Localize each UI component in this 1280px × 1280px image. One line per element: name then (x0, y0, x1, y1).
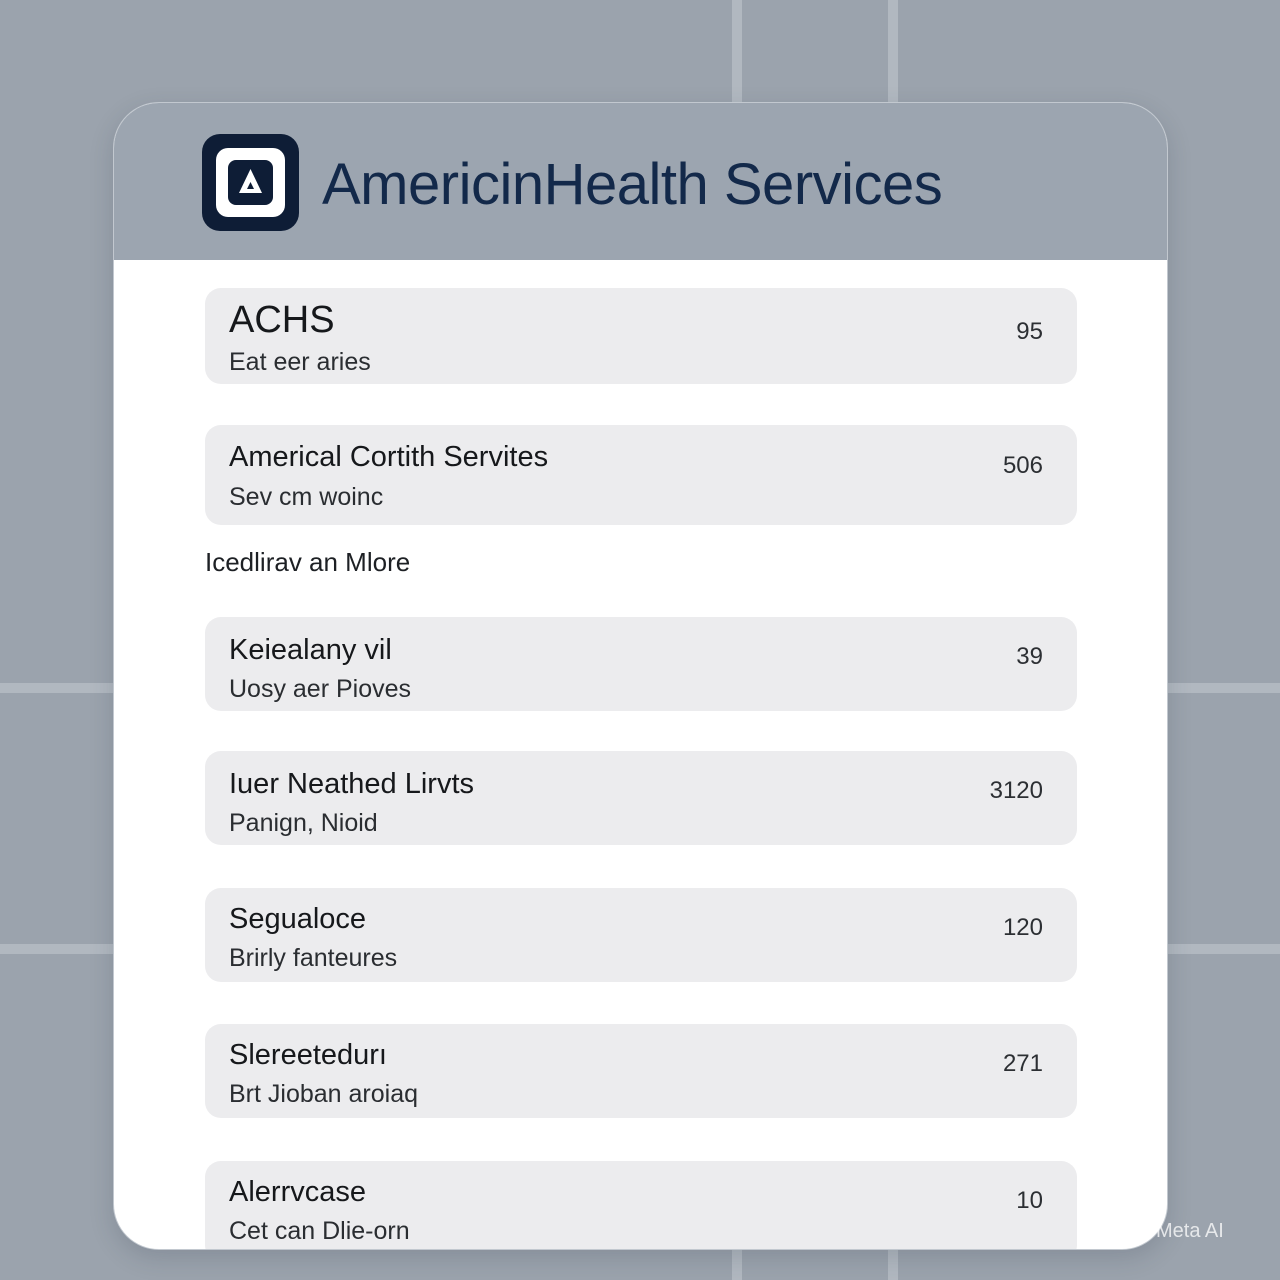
item-count: 10 (1016, 1187, 1043, 1214)
item-subtitle: Panign, Nioid (229, 809, 378, 837)
list-item[interactable] (205, 1161, 1077, 1250)
item-count: 120 (1002, 914, 1043, 941)
list-item[interactable] (205, 1024, 1077, 1118)
section-label: Icedlirav an Mlore (205, 547, 411, 577)
item-count: 39 (1016, 643, 1043, 670)
item-title: Segualoce (229, 903, 367, 935)
item-count: 95 (1016, 318, 1043, 345)
list-item[interactable] (205, 425, 1077, 525)
list-item[interactable] (205, 888, 1077, 982)
watermark: Meta AI (1156, 1220, 1224, 1242)
list-item[interactable] (205, 617, 1077, 711)
card-header (114, 103, 1167, 260)
item-title: Alerrvcase (229, 1176, 366, 1208)
item-title: Slereetedurı (229, 1039, 387, 1071)
item-subtitle: Uosy aer Pioves (229, 675, 412, 703)
item-subtitle: Brirly fanteures (229, 944, 398, 972)
item-count: 3120 (989, 777, 1043, 804)
item-subtitle: Eat eer aries (229, 348, 371, 376)
list-item[interactable] (205, 288, 1077, 384)
item-subtitle: Brt Jioban aroiaq (229, 1080, 419, 1108)
app-logo-icon (202, 134, 299, 231)
item-count: 271 (1002, 1050, 1043, 1077)
app-title: AmericinHealth Services (322, 152, 943, 217)
item-subtitle: Cet can Dlie-orn (229, 1217, 410, 1245)
item-subtitle: Sev cm woinc (229, 483, 384, 511)
services-card (113, 102, 1168, 1250)
item-title: Keiealany vil (229, 634, 392, 666)
list-item[interactable] (205, 751, 1077, 845)
item-title: Americal Cortith Servites (229, 441, 549, 473)
item-title: ACHS (229, 299, 335, 341)
item-count: 506 (1002, 452, 1043, 479)
item-title: Iuer Neathed Lirvts (229, 768, 475, 800)
